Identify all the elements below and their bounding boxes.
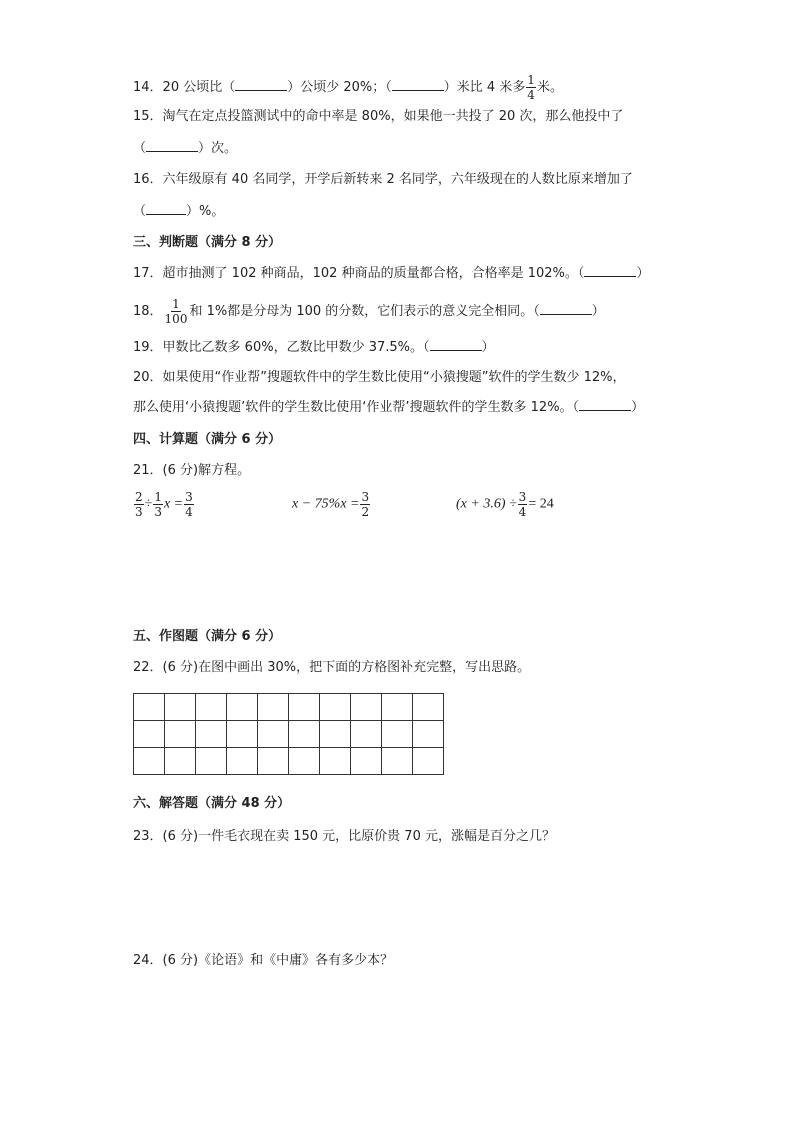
grid-cell[interactable] [227,694,258,721]
grid-cell[interactable] [320,721,351,748]
question-16-line2: （ ）%。 [133,204,225,219]
grid-cell[interactable] [196,721,227,748]
question-15-line2: （ ）次。 [133,141,238,156]
equation-3: (x + 3.6) ÷ $\frac{3}{4}$ = 24 [456,490,554,519]
grid-row [134,748,444,775]
question-19: 19．甲数比乙数多 60%，乙数比甲数少 37.5%。（ ） [133,340,495,355]
fraction: $\frac{1}{100}$ [164,297,188,326]
answer-blank[interactable] [235,78,287,91]
answer-blank[interactable] [579,398,631,411]
grid-cell[interactable] [258,694,289,721]
question-14: 14．20 公顷比（ ）公顷少 20%；（ ）米比 4 米多 $\frac{1}{4}$ 米。 [133,73,563,102]
grid-cell[interactable] [196,694,227,721]
grid-cell[interactable] [289,694,320,721]
fraction: $\frac{1}{4}$ [527,73,535,102]
grid-cell[interactable] [227,721,258,748]
question-15: 15．淘气在定点投篮测试中的命中率是 80%，如果他一共投了 20 次，那么他投中了 [133,109,624,124]
answer-blank[interactable] [430,338,482,351]
question-24: 24．(6 分)《论语》和《中庸》各有多少本？ [133,953,394,968]
grid-cell[interactable] [258,748,289,775]
grid-cell[interactable] [413,694,444,721]
question-20-line2: 那么使用‘小猿搜题’软件的学生数比使用‘作业帮’搜题软件的学生数多 12%。（ ） [133,400,645,415]
answer-blank[interactable] [146,202,186,215]
question-17: 17．超市抽测了 102 种商品，102 种商品的质量都合格，合格率是 102%。（ ） [133,266,650,281]
grid-cell[interactable] [134,721,165,748]
grid-cell[interactable] [413,748,444,775]
answer-blank[interactable] [540,302,592,315]
grid-cell[interactable] [351,694,382,721]
grid-row [134,694,444,721]
equation-2: x − 75%x = $\frac{3}{2}$ [292,490,370,519]
question-16: 16．六年级原有 40 名同学，开学后新转来 2 名同学，六年级现在的人数比原来增加了 [133,172,633,187]
grid-cell[interactable] [165,694,196,721]
question-20: 20．如果使用“作业帮”搜题软件中的学生数比使用“小猿搜题”软件的学生数少 12%， [133,370,626,385]
answer-blank[interactable] [146,139,198,152]
section-title-calculation: 四、计算题（满分 6 分） [133,432,282,447]
grid-cell[interactable] [320,694,351,721]
grid-cell[interactable] [227,748,258,775]
grid-cell[interactable] [351,748,382,775]
grid-cell[interactable] [258,721,289,748]
question-22: 22．(6 分)在图中画出 30%，把下面的方格图补充完整，写出思路。 [133,660,531,675]
question-21: 21．(6 分)解方程。 [133,463,251,478]
question-18: 18． $\frac{1}{100}$ 和 1%都是分母为 100 的分数，它们表示的意义完全相同。（ ） [133,297,605,326]
grid-cell[interactable] [382,694,413,721]
grid-cell[interactable] [320,748,351,775]
section-title-answers: 六、解答题（满分 48 分） [133,796,291,811]
grid-cell[interactable] [351,721,382,748]
grid-cell[interactable] [382,748,413,775]
grid-cell[interactable] [134,694,165,721]
question-23: 23．(6 分)一件毛衣现在卖 150 元，比原价贵 70 元，涨幅是百分之几？ [133,829,555,844]
section-title-drawing: 五、作图题（满分 6 分） [133,629,282,644]
grid-cell[interactable] [165,721,196,748]
section-title-judgement: 三、判断题（满分 8 分） [133,235,282,250]
grid-cell[interactable] [382,721,413,748]
grid-cell[interactable] [413,721,444,748]
square-grid[interactable] [133,693,444,775]
answer-blank[interactable] [392,78,444,91]
grid-cell[interactable] [196,748,227,775]
grid-cell[interactable] [165,748,196,775]
grid-cell[interactable] [134,748,165,775]
grid-cell[interactable] [289,721,320,748]
answer-blank[interactable] [584,264,636,277]
grid-cell[interactable] [289,748,320,775]
equation-1: $\frac{2}{3}$ ÷ $\frac{1}{3}$ x = $\frac{3}{4}$ [135,490,193,519]
grid-row [134,721,444,748]
